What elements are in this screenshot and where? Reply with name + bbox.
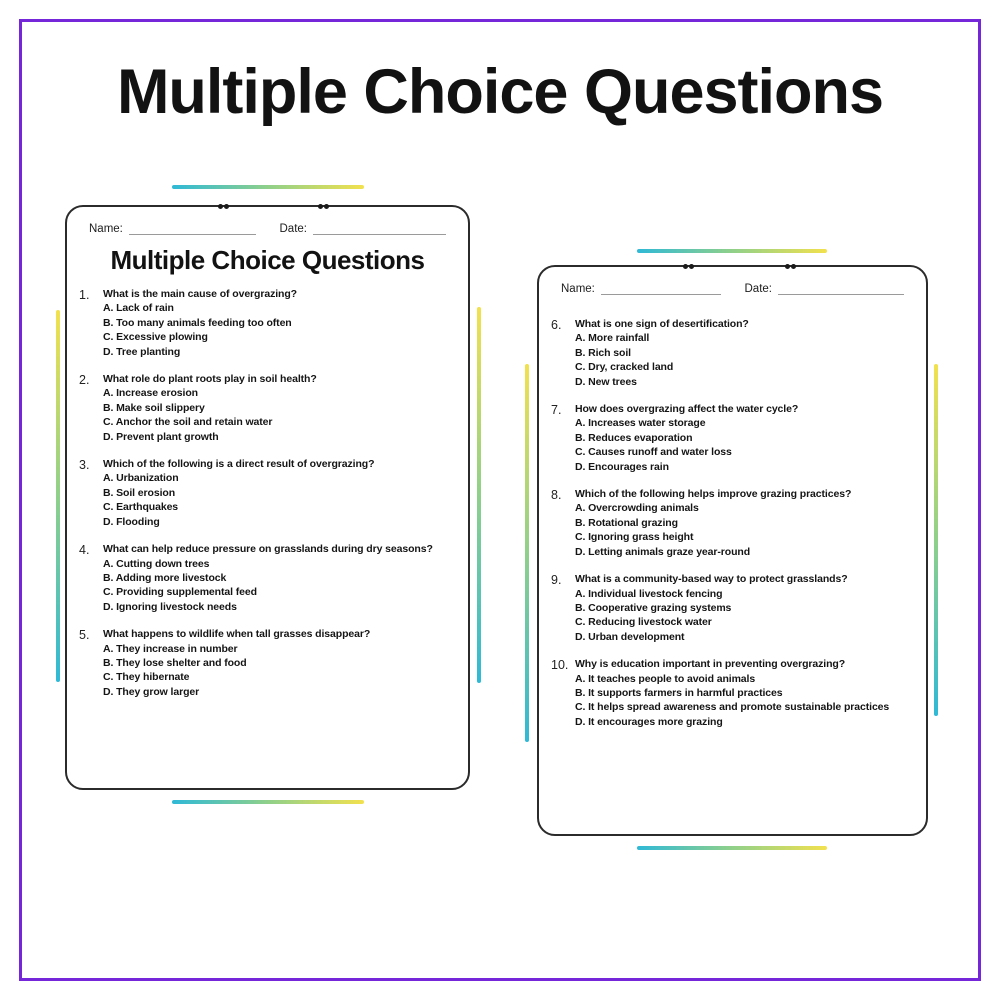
- question-number: 10.: [551, 657, 569, 672]
- question-options: [103, 386, 456, 444]
- page-header: [67, 207, 468, 235]
- question-option: B. Reduces evaporation: [575, 431, 693, 444]
- question-option: C. Earthquakes: [103, 501, 179, 514]
- question-body: [575, 572, 914, 644]
- date-label: Date:: [279, 223, 307, 235]
- question-number: 8.: [551, 487, 562, 502]
- question-number: 1.: [79, 287, 90, 302]
- gradient-line-right-page2: [934, 364, 938, 716]
- question-number: 4.: [79, 542, 90, 557]
- question-option: C. Ignoring grass height: [575, 531, 694, 544]
- date-fill-line: [778, 281, 904, 295]
- question-option: A. Cutting down trees: [103, 557, 210, 570]
- question-body: [575, 657, 914, 729]
- gradient-line-top-page2: [637, 249, 827, 253]
- question-option: D. They grow larger: [103, 685, 200, 698]
- gradient-line-bottom-page2: [637, 846, 827, 850]
- question-block: [551, 657, 914, 729]
- question-option: D. Letting animals graze year-round: [575, 545, 751, 558]
- question-block: [551, 317, 914, 389]
- question-options: [575, 416, 914, 474]
- question-option: B. Soil erosion: [103, 486, 176, 499]
- question-block: [79, 457, 456, 529]
- gradient-line-bottom-page1: [172, 800, 364, 804]
- question-options: [575, 672, 914, 730]
- question-text: What role do plant roots play in soil health?: [103, 373, 317, 386]
- question-list: [67, 287, 468, 699]
- name-label: Name:: [89, 223, 123, 235]
- binding-dots: [218, 204, 229, 209]
- question-body: [575, 317, 914, 389]
- question-option: D. New trees: [575, 375, 637, 388]
- question-option: D. It encourages more grazing: [575, 715, 723, 728]
- question-body: [103, 372, 456, 444]
- question-option: B. Make soil slippery: [103, 401, 205, 414]
- question-block: [79, 287, 456, 359]
- question-option: A. They increase in number: [103, 642, 238, 655]
- question-text: Why is education important in preventing overgrazing?: [575, 658, 846, 671]
- question-block: [551, 572, 914, 644]
- question-body: [103, 542, 456, 614]
- question-text: What is the main cause of overgrazing?: [103, 288, 297, 300]
- question-text: What can help reduce pressure on grasslands during dry seasons?: [103, 543, 433, 556]
- page-title: Multiple Choice Questions: [116, 57, 884, 127]
- question-text: Which of the following helps improve grazing practices?: [575, 488, 852, 501]
- question-option: A. More rainfall: [575, 332, 650, 345]
- question-number: 3.: [79, 457, 90, 472]
- question-block: [79, 372, 456, 444]
- question-option: C. Anchor the soil and retain water: [103, 416, 273, 429]
- question-option: A. Increase erosion: [103, 387, 198, 400]
- binding-dots: [318, 204, 329, 209]
- question-options: [575, 501, 914, 559]
- name-field-group: [561, 281, 721, 295]
- question-options: [103, 557, 456, 615]
- question-options: [103, 471, 456, 529]
- question-block: [551, 402, 914, 474]
- question-option: A. Individual livestock fencing: [575, 587, 723, 600]
- question-text: Which of the following is a direct result of overgrazing?: [103, 458, 375, 471]
- question-option: C. Reducing livestock water: [575, 616, 712, 629]
- page-header: [539, 267, 926, 295]
- question-option: D. Ignoring livestock needs: [103, 600, 237, 613]
- worksheet-heading: Multiple Choice Questions: [110, 245, 425, 275]
- name-label: Name:: [561, 283, 595, 295]
- question-list: [539, 317, 926, 729]
- question-number: 2.: [79, 372, 90, 387]
- question-options: [575, 587, 914, 645]
- gradient-line-left-page2: [525, 364, 529, 742]
- name-fill-line: [129, 221, 256, 235]
- question-option: A. Lack of rain: [103, 302, 174, 315]
- question-body: [103, 457, 456, 529]
- question-option: D. Urban development: [575, 630, 685, 643]
- date-label: Date:: [744, 283, 772, 295]
- question-options: [103, 301, 456, 359]
- question-option: B. It supports farmers in harmful practices: [575, 686, 783, 699]
- gradient-line-top-page1: [172, 185, 364, 189]
- question-option: C. Providing supplemental feed: [103, 586, 257, 599]
- question-option: B. Too many animals feeding too often: [103, 316, 292, 329]
- question-option: C. Dry, cracked land: [575, 361, 674, 374]
- question-option: A. Overcrowding animals: [575, 502, 699, 515]
- question-text: What is a community-based way to protect grasslands?: [575, 573, 848, 586]
- binding-dots: [683, 264, 694, 269]
- question-option: D. Prevent plant growth: [103, 430, 219, 443]
- date-fill-line: [313, 221, 446, 235]
- question-option: C. It helps spread awareness and promote sustainable practices: [575, 701, 890, 714]
- question-option: C. They hibernate: [103, 671, 190, 684]
- question-text: What happens to wildlife when tall grasses disappear?: [103, 628, 371, 641]
- question-options: [575, 331, 914, 389]
- question-block: [79, 627, 456, 699]
- question-option: B. Adding more livestock: [103, 571, 227, 584]
- name-fill-line: [601, 281, 721, 295]
- date-field-group: [280, 221, 447, 235]
- question-option: B. Rotational grazing: [575, 516, 678, 529]
- question-body: [103, 627, 456, 699]
- binding-dots: [785, 264, 796, 269]
- question-option: D. Flooding: [103, 515, 160, 528]
- question-option: A. Increases water storage: [575, 417, 706, 430]
- question-option: D. Encourages rain: [575, 460, 669, 473]
- question-option: B. They lose shelter and food: [103, 656, 247, 669]
- question-option: A. It teaches people to avoid animals: [575, 672, 756, 685]
- question-text: What is one sign of desertification?: [575, 318, 749, 330]
- question-number: 7.: [551, 402, 562, 417]
- name-field-group: [89, 221, 256, 235]
- question-number: 6.: [551, 317, 562, 332]
- date-field-group: [745, 281, 905, 295]
- question-body: [103, 287, 456, 359]
- question-number: 9.: [551, 572, 562, 587]
- question-body: [575, 487, 914, 559]
- question-body: [575, 402, 914, 474]
- gradient-line-left-page1: [56, 310, 60, 682]
- question-option: C. Causes runoff and water loss: [575, 446, 732, 459]
- question-option: B. Cooperative grazing systems: [575, 601, 732, 614]
- worksheet-page-1: [65, 205, 470, 790]
- question-block: [79, 542, 456, 614]
- question-number: 5.: [79, 627, 90, 642]
- question-option: A. Urbanization: [103, 472, 179, 485]
- gradient-line-right-page1: [477, 307, 481, 683]
- question-block: [551, 487, 914, 559]
- question-options: [103, 642, 456, 700]
- worksheet-page-2: [537, 265, 928, 836]
- question-option: D. Tree planting: [103, 345, 181, 358]
- question-option: B. Rich soil: [575, 346, 631, 359]
- question-option: C. Excessive plowing: [103, 331, 208, 344]
- question-text: How does overgrazing affect the water cycle?: [575, 403, 799, 416]
